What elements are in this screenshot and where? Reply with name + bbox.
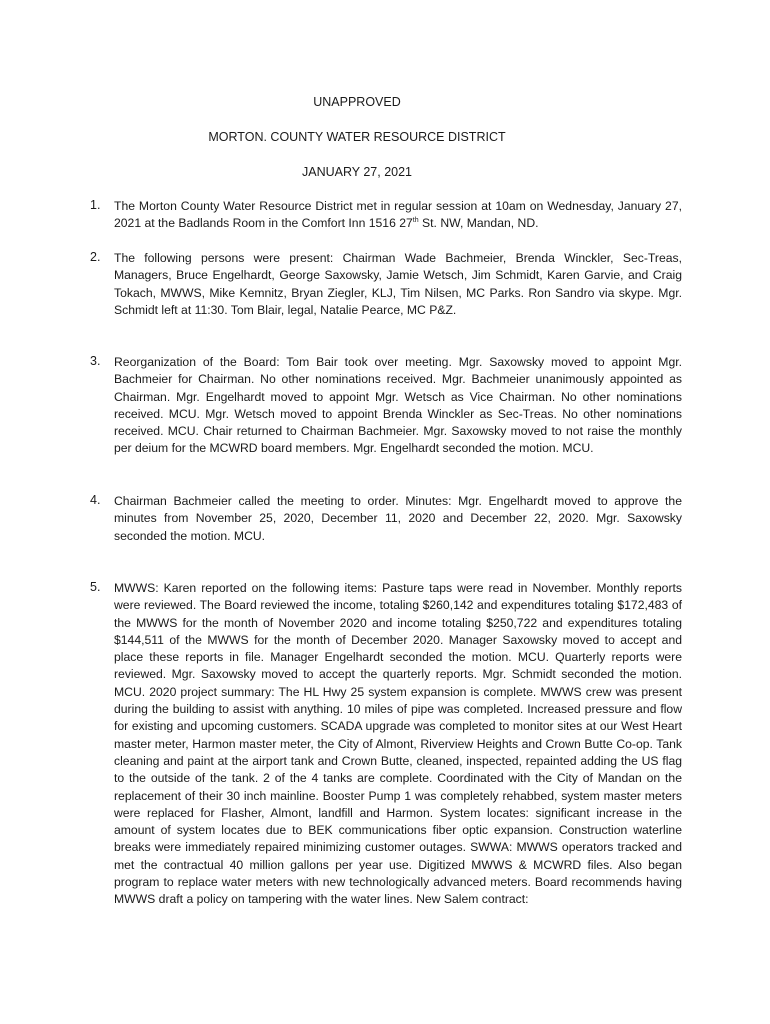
date-heading: JANUARY 27, 2021	[301, 165, 413, 179]
item-text: MWWS: Karen reported on the following items: Pasture taps were read in November. Monthly reports were reviewed. The Board reviewed the income, totaling $260,142 and expenditures totaling $172,483 of the MWWS for the month of November 2020 and income totaling $250,722 and expenditures totaling $144,511 of the MWWS for the month of December 2020. Manager Saxowsky moved to accept and place these reports in file. Manager Engelhardt seconded the motion. MCU. Quarterly reports were reviewed. Mgr. Saxowsky moved to accept the quarterly reports. Mgr. Schmidt seconded the motion. MCU. 2020 project summary: The HL Hwy 25 system expansion is complete. MWWS crew was present during the building to assist with anything. 10 miles of pipe was completed. Increased pressure and flow for existing and upcoming customers. SCADA upgrade was completed to monitor sites at our West Heart master meter, Harmon master meter, the City of Almont, Riverview Heights and Crown Butte Co-op. Tank cleaning and paint at the airport tank and Crown Butte, cleaned, inspected, repainted adding the US flag to the outside of the tank. 2 of the 4 tanks are complete. Coordinated with the City of Mandan on the replacement of their 30 inch mainline. Booster Pump 1 was completely rehabbed, system master meters were replaced for Flasher, Almont, landfill and Harmon. System locates: significant increase in the amount of system locates due to BEK communications fiber optic expansion. Construction waterline breaks were immediately repaired minimizing customer outages. SWWA: MWWS operators tracked and met the contractual 40 million gallons per year use. Digitized MWWS & MCWRD files. Also began program to replace water meters with new technologically advanced meters. Board recommends having MWWS draft a policy on tampering with the water lines. New Salem contract:	[114, 581, 682, 907]
item-text: Chairman Bachmeier called the meeting to order. Minutes: Mgr. Engelhardt moved to approve the minutes from November 25, 2020, December 11, 2020 and December 22, 2020. Mgr. Saxowsky seconded the motion. MCU.	[114, 494, 682, 543]
organization-heading: MORTON. COUNTY WATER RESOURCE DISTRICT	[208, 130, 506, 144]
agenda-item-2	[90, 250, 682, 319]
item-text	[114, 198, 682, 233]
agenda-item-3	[90, 354, 682, 458]
item-text-part: St. NW, Mandan, ND.	[418, 216, 539, 231]
item-number: 1.	[90, 198, 101, 212]
item-number: 5.	[90, 580, 101, 594]
status-heading: UNAPPROVED	[313, 95, 401, 109]
ordinal-suffix: th	[412, 217, 419, 225]
agenda-item-4	[90, 493, 682, 545]
agenda-item-5	[90, 580, 682, 909]
item-number: 2.	[90, 250, 101, 264]
item-number: 3.	[90, 354, 101, 368]
item-text: Reorganization of the Board: Tom Bair took over meeting. Mgr. Saxowsky moved to appoint Mgr. Bachmeier for Chairman. No other nominations received. Mgr. Bachmeier unanimously appointed as Chairman. Mgr. Engelhardt moved to appoint Mgr. Wetsch as Vice Chairman. No other nominations received. MCU. Mgr. Wetsch moved to appoint Brenda Winckler as Sec-Treas. No other nominations received. MCU. Chair returned to Chairman Bachmeier. Mgr. Saxowsky moved to not raise the monthly per deium for the MCWRD board members. Mgr. Engelhardt seconded the motion. MCU.	[114, 355, 682, 456]
agenda-item-1	[90, 198, 682, 233]
item-text-part: The Morton County Water Resource District met in regular session at 10am on Wednesday, January 27, 2021 at the Badlands Room in the Comfort Inn 1516 27	[114, 199, 682, 231]
item-text: The following persons were present: Chairman Wade Bachmeier, Brenda Winckler, Sec-Treas, Managers, Bruce Engelhardt, George Saxowsky, Jamie Wetsch, Jim Schmidt, Karen Garvie, and Craig Tokach, MWWS, Mike Kemnitz, Bryan Ziegler, KLJ, Tim Nilsen, MC Parks. Ron Sandro via skype. Mgr. Schmidt left at 11:30. Tom Blair, legal, Natalie Pearce, MC P&Z.	[114, 251, 682, 317]
item-number: 4.	[90, 493, 101, 507]
